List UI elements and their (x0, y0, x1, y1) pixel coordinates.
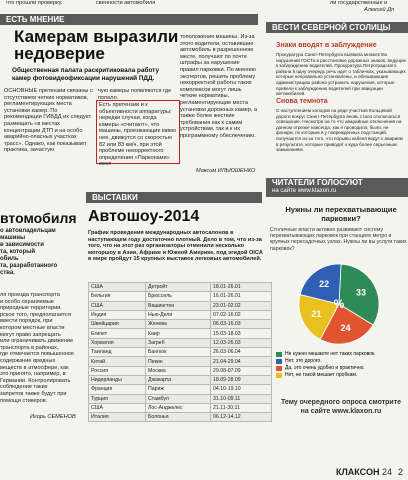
dates-cell: 23.01-02.02 (211, 301, 272, 310)
legend-label: Да, это очень удобно и практично. (285, 365, 365, 371)
country-cell: Италия (89, 413, 146, 422)
legend-swatch (276, 352, 282, 357)
table-row (89, 366, 272, 375)
legend-item (276, 372, 406, 378)
table-row (89, 283, 272, 292)
country-cell: Бельгия (89, 292, 146, 301)
article-headline (14, 28, 178, 62)
pie-value-label: 21 (311, 309, 322, 320)
poll-legend (276, 350, 406, 379)
poll-pie-chart (270, 258, 408, 346)
table-row (89, 357, 272, 366)
poll-next-line-2[interactable]: на сайте www.klaxon.ru (300, 408, 382, 415)
city-cell: Бангкок (146, 348, 211, 357)
left-lead-line: ства. (0, 270, 15, 276)
table-row (89, 375, 272, 384)
autoshow-title: Автошоу-2014 (88, 208, 200, 225)
poll-chart (270, 258, 408, 346)
legend-swatch (276, 373, 282, 378)
pie-value-label: 33 (355, 287, 366, 298)
dates-cell: 18.01-26.01 (211, 283, 272, 292)
country-cell: Нидерланды (89, 375, 146, 384)
pie-unit-label: % (333, 297, 345, 311)
autoshow-lead: График проведения международных автосалонов в наступающем году достаточно плотный. Дело в том, что из-за того, что на этот раз организаторы отменили несколько моторшоу в Азии, Африке и Южной Америке, под эгидой OICA в мире пройдут 15 крупных выставок легковых автомобилей. (88, 230, 263, 263)
dates-cell: 04.10-19.10 (211, 385, 272, 394)
left-lead-line: машины (0, 235, 26, 241)
dates-cell: 15.03-18.03 (211, 329, 272, 338)
footer-brand: КЛАКСОН (336, 467, 380, 477)
dates-cell: 26.03-06.04 (211, 348, 272, 357)
dates-cell: 12.03-26.03 (211, 338, 272, 347)
dates-cell: 21.04-29.04 (211, 357, 272, 366)
left-headline: втомобиля (0, 210, 77, 226)
top-fragment-mid: свенности автомобиля (96, 0, 156, 6)
north-section-bar: ВЕСТИ СЕВЕРНОЙ СТОЛИЦЫ (266, 22, 408, 33)
legend-label: Нет, не такой мешает пробкам. (285, 372, 358, 378)
table-row (89, 301, 272, 310)
left-body: ля проезда транспорта и особо охраняемые природные территории. рское того, предполагается ввести порядок, при котором местные власти могут право запрещать или ограничивать движение транспорта в районах, где отмечается повышенное содержание вредных веществ в атмосфере, как это принято, например, в Германии. Контролировать соблюдение таких запретов также будут при помощи стикеров. (0, 292, 74, 404)
city-cell: Стамбул (146, 394, 211, 403)
left-lead-line: та, который (0, 249, 36, 255)
city-cell: Лос-Анджелес (146, 403, 211, 412)
table-row (89, 403, 272, 412)
legend-swatch (276, 366, 282, 371)
top-fragment-right: ли государственные и (330, 0, 388, 6)
north-text-2: С наступлением холодов на ряде участков Кольцевой дороги вокруг Санкт-Петербурга вновь стало отключаться освещение. Несмотря на то что аварийные отключения на данном отрезке навсегда, как я проводила, были, не фонари, по которым и у поврежденных подстанций, получаются из-за того, что порывы кабеля ведут к авариям в результате, которые приводят к куда более серьезным замыканиям. (276, 108, 403, 153)
country-cell: Франция (89, 385, 146, 394)
article-subhead: Общественная палата раскритиковала работу камер фотовидеофиксации нарушений ПДД. (12, 67, 160, 82)
table-row (89, 329, 272, 338)
country-cell: Китай (89, 357, 146, 366)
opinion-section-bar: ЕСТЬ МНЕНИЕ (0, 14, 258, 25)
pie-value-label: 22 (319, 279, 330, 290)
country-cell: Россия (89, 366, 146, 375)
top-fragment-left: что прошли проверку. (6, 0, 63, 6)
country-cell: Индия (89, 310, 146, 319)
footer-page-2: 2 (398, 467, 404, 477)
country-cell: США (89, 403, 146, 412)
dates-cell: 21.11-30.11 (211, 403, 272, 412)
country-cell: Хорватия (89, 338, 146, 347)
city-cell: Вашингтон (146, 301, 211, 310)
dates-cell: 07.02-16.02 (211, 310, 272, 319)
top-fragment-author: Алексей Дп (364, 7, 395, 13)
exhibitions-section (86, 192, 262, 203)
left-lead-line: обиль (0, 256, 19, 262)
article-col-1: ОСНОВНЫЕ претензии связаны с отсутствием четких нормативов, регламентирующих места установки камер. По рекомендации ГИБДД их следует размещать «в местах концентрации ДТП и на особо аварийно-опасных участках трасс». Однако, как показывает практика, зачастую (4, 88, 93, 154)
legend-item (276, 351, 406, 357)
article-col-2-top: чую камеры появляются где попало. (98, 88, 172, 101)
dates-cell: 18.09-28.09 (211, 375, 272, 384)
city-cell: Париж (146, 385, 211, 394)
dates-cell: 06.03-16.03 (211, 320, 272, 329)
table-row (89, 385, 272, 394)
left-lead (0, 228, 80, 277)
legend-label: Нет, это дорого. (285, 358, 322, 364)
footer-page: 24 (382, 467, 393, 477)
dates-cell: 06.12-14.12 (211, 413, 272, 422)
poll-question: Нужны ли перехватывающие парковки? (285, 205, 397, 223)
article-col-2: Есть претензии и к объективности аппаратуры: нередки случаи, когда камеры «считают», что машины, проезжающие мимо нее, движутся со скоростью 82 или 83 км/ч, при этой проблеме некорректного определения «Парконами» мест (99, 102, 176, 168)
legend-swatch (276, 359, 282, 364)
country-cell: Египет (89, 329, 146, 338)
table-row (89, 338, 272, 347)
city-cell: Загреб (146, 338, 211, 347)
city-cell: Болонья (146, 413, 211, 422)
dates-cell: 16.01-26.01 (211, 292, 272, 301)
article-col-3: тоположения машины. Из-за этого водители, оставившие автомобиль в разрешенном месте, получают по почте штрафы за нарушение правил парковки. По мнению экспертов, решить проблему некорректной работы таких комплексов могут лишь четкие нормативы, регламентирующие места установки дорожных камер, а также более жесткие требования как к самим устройствам, так и к их программному обеспечению. (180, 34, 258, 139)
readers-site: на сайте www.klaxon.ru (272, 188, 337, 194)
table-row (89, 413, 272, 422)
city-cell: Пекин (146, 357, 211, 366)
city-cell: Детройт (146, 283, 211, 292)
dates-cell: 29.08-07.09 (211, 366, 272, 375)
readers-section (266, 178, 408, 197)
table-row (89, 394, 272, 403)
readers-section-bar: ЧИТАТЕЛИ ГОЛОСУЮТ (272, 178, 363, 187)
headline-line-1: Камерам выразили (14, 27, 179, 46)
table-row (89, 320, 272, 329)
country-cell: США (89, 283, 146, 292)
headline-line-2: недоверие (14, 44, 105, 63)
autoshow-table-wrap (88, 282, 272, 422)
left-lead-line: та, разработанного (0, 263, 58, 269)
city-cell: Джакарта (146, 375, 211, 384)
article-author: Максим ИЛЬЮШЕНКО (196, 168, 256, 174)
north-headline-2: Снова темнота (276, 98, 328, 105)
left-lead-line: в зависимости (0, 242, 44, 248)
table-row (89, 348, 272, 357)
exhibitions-section-bar: ВЫСТАВКИ (86, 192, 262, 203)
city-cell: Каир (146, 329, 211, 338)
opinion-section (0, 14, 258, 25)
left-author: Игорь СЕМЕНОВ (30, 414, 76, 420)
north-headline-1: Знаки вводят в заблуждение (276, 42, 377, 49)
poll-next (276, 398, 406, 416)
country-cell: Турция (89, 394, 146, 403)
country-cell: Таиланд (89, 348, 146, 357)
dates-cell: 31.10-09.11 (211, 394, 272, 403)
poll-intro: Столичные власти активно развивают систему перехватывающих парковок при станциях метро и крупных пересадочных узлах. Нужны ли вы услуги таких парковок? (270, 227, 407, 252)
country-cell: Швейцария (89, 320, 146, 329)
poll-next-line-1: Тему очередного опроса смотрите (280, 399, 402, 406)
north-section (266, 22, 408, 33)
city-cell: Брюссель (146, 292, 211, 301)
north-text-1: Прокуратура Санкт-Петербурга выявила множество нарушений ГОСТа в расстановке дорожных знаков, ведущих к заблуждению водителей. Прокуратура Петроградского района в одну очередь речь идет о табличках, указывающих которые неправильно установлены, и обязывающие администрацию района устранить нарушения, которые привели к заблуждению водителей при эвакуации автомобилей. (276, 52, 406, 97)
city-cell: Москва (146, 366, 211, 375)
legend-item (276, 365, 406, 371)
left-lead-line: о автовладельцам (0, 228, 56, 234)
legend-label: Не нужно мешаете нет таких парковок. (285, 351, 376, 357)
country-cell: США (89, 301, 146, 310)
table-row (89, 292, 272, 301)
legend-item (276, 358, 406, 364)
city-cell: Женева (146, 320, 211, 329)
autoshow-table (88, 282, 272, 422)
table-row (89, 310, 272, 319)
city-cell: Нью-Дели (146, 310, 211, 319)
pie-value-label: 24 (340, 322, 351, 333)
